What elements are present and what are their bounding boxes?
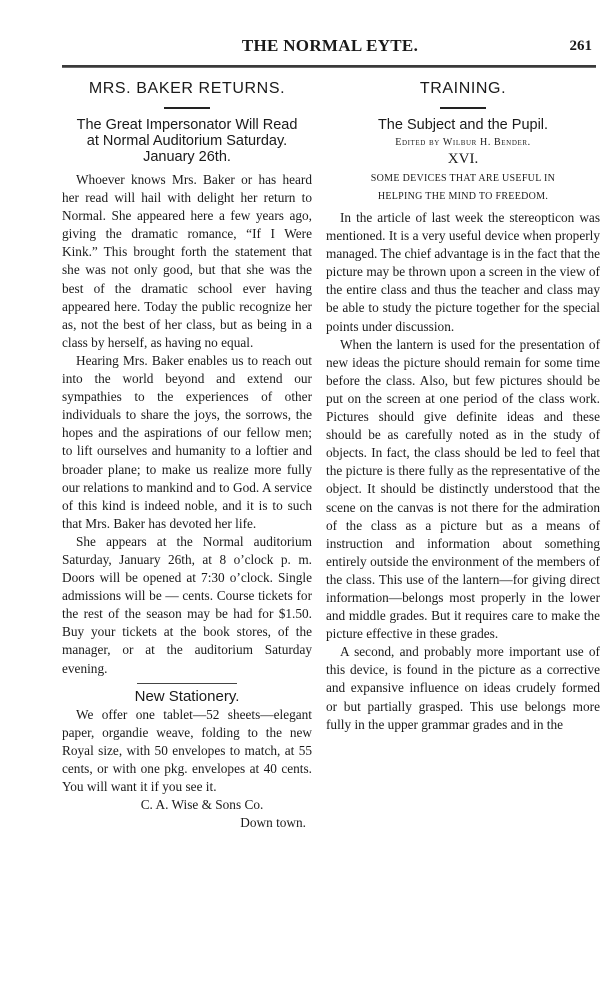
article-heading-baker: MRS. BAKER RETURNS. (88, 80, 286, 97)
article-body-baker (62, 171, 312, 678)
article-caps-title (326, 170, 600, 206)
article-subheading (62, 117, 312, 165)
editor-credit: Edited by Wilbur H. Bender. (395, 137, 531, 148)
caps-title-line: HELPING THE MIND TO FREEDOM. (377, 191, 549, 202)
publication-title: THE NORMAL EYTE. (241, 36, 419, 55)
header-double-rule (62, 65, 596, 68)
stationery-ad-body (62, 706, 312, 796)
paragraph: A second, and probably more important use of this device, is found in the picture as a corrective and expansive influence on ideas crudely formed or but partially grasped. This use belongs more fully in the upper grammar grades and in the (326, 644, 600, 732)
article-heading-training: TRAINING. (419, 80, 507, 97)
article-body-training (326, 209, 600, 734)
paragraph: Hearing Mrs. Baker enables us to reach out into the world beyond and extend our sympathies to the experiences of other individuals to share the joys, the sorrows, the hopes and the aspirations of our fellow men; to lift ourselves and humanity to a loftier and broader plane; to make us realize more fully our relations to mankind and to God. A service of this kind is indeed noble, and it is to such that Mrs. Baker has devoted her life. (62, 352, 312, 531)
paragraph: When the lantern is used for the presentation of new ideas the picture should remain for some time before the class. Also, but few pictures should be put on the screen at one period of the class work. Pictures should give definite ideas and these should be as carefully noted as in the study of objects. In fact, the class should be led to feel that the picture is there fully as the representative of the object. It should be distinctly understood that the scene on the canvas is not there for the admiration of the class as a picture but as a means of instruction and information about something entirely outside the environment of the members of the class. This use of the lantern—for giving direct information—belongs most properly in the lower and middle grades. But it requires care to make the picture effective in these grades. (326, 336, 600, 642)
advertiser-name: C. A. Wise & Sons Co. (140, 797, 264, 813)
right-column (326, 72, 600, 734)
page-number: 261 (569, 38, 592, 54)
paragraph: In the article of last week the stereopticon was mentioned. It is a very useful device when properly managed. The chief advantage is in the fact that the picture may be thrown upon a screen in the view of the entire class and thus the teacher and class may be able to study the picture together for the special points under discussion. (326, 210, 600, 334)
article-subheading: The Subject and the Pupil. (377, 117, 549, 133)
installment-number: XVI. (447, 151, 479, 167)
paragraph: She appears at the Normal auditorium Saturday, January 26th, at 8 o’clock p. m. Doors will be opened at 7:30 o’clock. Single admissions will be — cents. Course tickets for the rest of the season may be had for $1.50. Buy your tickets at the book stores, of the manager, or at the auditorium Saturday evening. (62, 533, 312, 676)
section-divider (137, 683, 237, 684)
running-head (62, 36, 598, 58)
left-column (62, 72, 312, 832)
paragraph: We offer one tablet—52 sheets—elegant paper, organdie weave, folding to the new Royal size, with 50 envelopes to match, at 55 cents, or with one pkg. envelopes at 40 cents. You will want it if you see it. (62, 706, 312, 794)
subheading-line: The Great Impersonator Will Read (76, 117, 298, 133)
advertiser-location: Down town. (240, 815, 306, 831)
paragraph: Whoever knows Mrs. Baker or has heard her read will hail with delight her return to Normal. She appeared here a few years ago, giving the dramatic romance, “If I Were Kink.” This brought forth the statement that she was not only good, but that she was the best of the dramatic school ever having appeared here. Today the public recognize her as, not the best of her class, but as being in a class by herself, as having no equal. (62, 172, 312, 350)
heading-rule (440, 107, 486, 109)
subheading-line: January 26th. (143, 149, 231, 165)
section-title-stationery: New Stationery. (134, 687, 240, 705)
caps-title-line: SOME DEVICES THAT ARE USEFUL IN (370, 173, 556, 184)
subheading-line: at Normal Auditorium Saturday. (86, 133, 288, 149)
heading-rule (164, 107, 210, 109)
